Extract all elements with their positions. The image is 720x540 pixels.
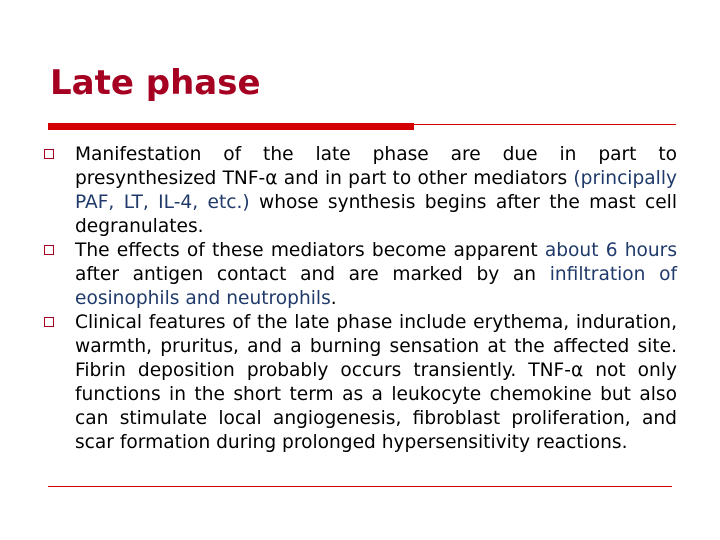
title-underline-thin [414,124,676,125]
bullet-text-part: Clinical features of the late phase include erythema, induration, warmth, pruritus, and a burning sensation at the affected site. Fibrin deposition probably occurs transiently. TNF-α not only functions in the short term as a leukocyte chemokine but also can stimulate local angiogenesis, fibroblast proliferation, and scar formation during prolonged hypersensitivity reactions. [75,312,677,453]
title-underline-thick [48,123,414,130]
bullet-text-highlight: (principally PAF, LT, IL-4, etc.) [75,168,677,213]
bullet-item [42,143,677,239]
bullet-text [75,144,677,237]
slide-title: Late phase [50,63,261,103]
bullet-text-part: . [330,288,337,309]
bullet-text-highlight: about 6 hours [544,240,678,261]
bullet-text-part: Manifestation of the late phase are due in part to presynthesized TNF-α and in part to other mediators [75,144,677,189]
bottom-rule [48,486,672,487]
bullet-text-part: The effects of these mediators become apparent [75,240,545,261]
bullet-text [75,240,677,309]
square-bullet-icon [44,245,54,255]
bullet-item [42,311,677,455]
square-bullet-icon [44,149,54,159]
bullet-text-part: after antigen contact and are marked by an [75,264,550,285]
bullet-text-part: whose synthesis begins after the mast cell degranulates. [75,192,677,237]
square-bullet-icon [44,317,54,327]
bullet-item [42,239,677,311]
bullet-text-highlight: infiltration of eosinophils and neutrophils [75,264,677,309]
bullet-list [42,143,677,455]
bullet-text [75,312,677,453]
